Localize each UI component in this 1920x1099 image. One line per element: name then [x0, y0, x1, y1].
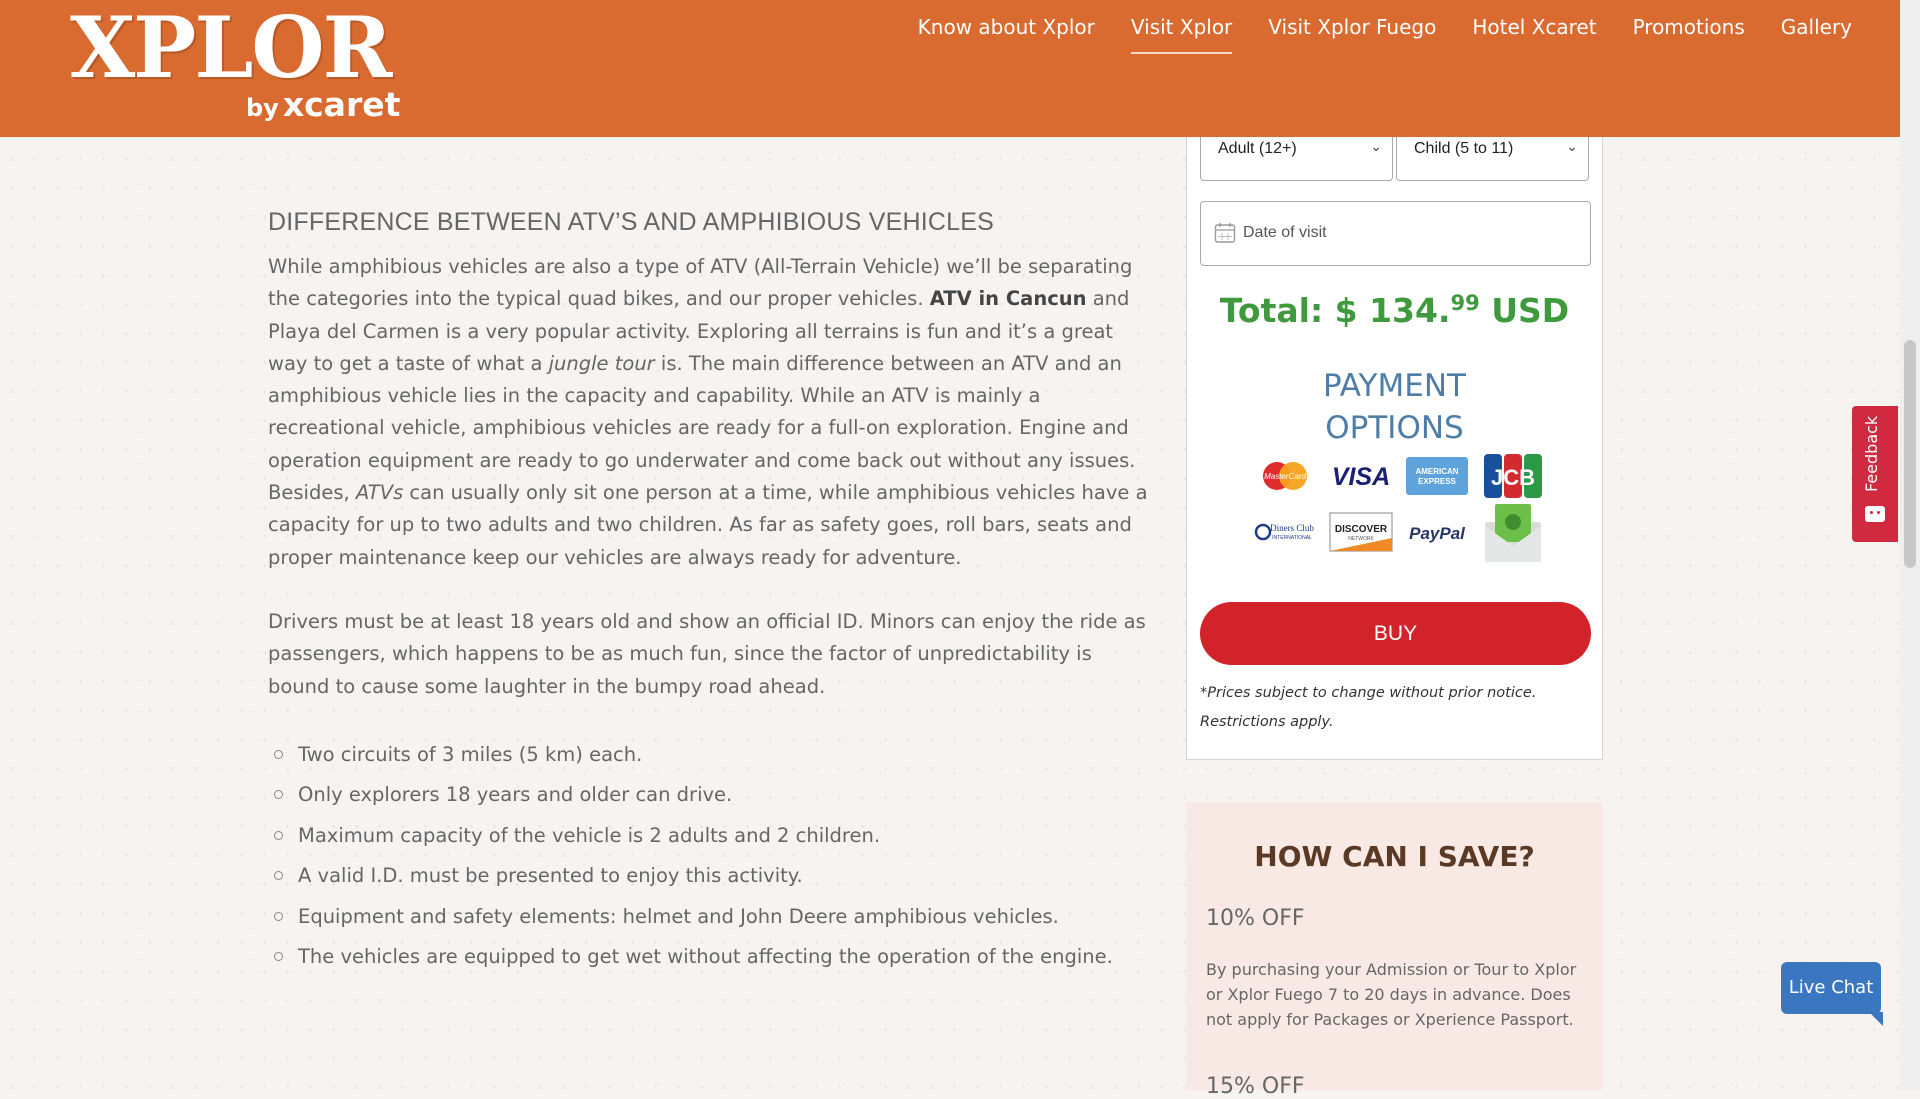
amex-text-2: EXPRESS: [1418, 477, 1456, 486]
nav-visit-xplor-fuego[interactable]: Visit Xplor Fuego: [1268, 15, 1437, 39]
visa-icon: [1329, 454, 1393, 498]
buy-button[interactable]: BUY: [1200, 602, 1591, 665]
atvs-text: ATVs: [355, 481, 404, 505]
article-content: [268, 200, 1158, 978]
nav-visit-xplor[interactable]: Visit Xplor: [1113, 0, 1250, 54]
diners-text-1: Diners Club: [1270, 523, 1314, 533]
cash-envelope-icon: [1481, 500, 1545, 566]
total-price: [1187, 291, 1602, 330]
child-select[interactable]: [1396, 131, 1589, 181]
paypal-icon: [1405, 510, 1469, 554]
payment-options-title: [1187, 365, 1602, 449]
feature-item: Only explorers 18 years and older can drive.: [274, 775, 1158, 816]
adult-select[interactable]: [1200, 131, 1393, 181]
live-chat-button[interactable]: Live Chat: [1781, 962, 1881, 1014]
section-title: DIFFERENCE BETWEEN ATV’S AND AMPHIBIOUS VEHICLES: [268, 208, 994, 236]
price-disclaimer: *Prices subject to change without prior notice. Restrictions apply.: [1200, 685, 1537, 730]
logo-brand-text: xcaret: [282, 85, 401, 124]
para1-text-3: is. The main difference between an ATV and an amphibious vehicle lies in the capacity and capability. While an ATV is mainly a recreational vehicle, amphibious vehicles are ready for a full-on exploration. Engine and operation equipment are ready to go underwater and come back out without any issues. Besides,: [268, 351, 1136, 505]
jcb-icon: [1481, 452, 1545, 500]
nav-promotions[interactable]: Promotions: [1632, 15, 1745, 39]
diners-club-icon: [1253, 510, 1317, 554]
diners-text-2: INTERNATIONAL: [1272, 535, 1312, 541]
feature-item: Equipment and safety elements: helmet and John Deere amphibious vehicles.: [274, 897, 1158, 938]
features-list: [274, 735, 1158, 978]
para1-text-1: While amphibious vehicles are also a type of ATV (All-Terrain Vehicle) we’ll be separating the categories into the typical quad bikes, and our proper vehicles.: [268, 255, 1133, 311]
total-label: Total: $ 134.: [1219, 291, 1451, 330]
nav-hotel-xcaret[interactable]: Hotel Xcaret: [1472, 15, 1597, 39]
article-paragraph-1: [268, 251, 1158, 574]
xplor-logo[interactable]: [70, 0, 401, 126]
adult-select-value: Adult (12+): [1218, 140, 1297, 157]
discover-text: DISCOVER: [1334, 524, 1388, 535]
feature-item: The vehicles are equipped to get wet without affecting the operation of the engine.: [274, 937, 1158, 978]
feature-item: Maximum capacity of the vehicle is 2 adults and 2 children.: [274, 816, 1158, 857]
scrollbar-thumb[interactable]: [1904, 340, 1916, 568]
nav-know-about-xplor[interactable]: Know about Xplor: [917, 15, 1095, 39]
article-paragraph-2: Drivers must be at least 18 years old and show an official ID. Minors can enjoy the ride as passengers, which happens to be as much fun, since the factor of unpredictability is bound to cause some laughter in the bumpy road ahead.: [268, 609, 1146, 698]
jungle-tour-text: jungle tour: [548, 351, 655, 375]
date-placeholder: Date of visit: [1243, 224, 1327, 241]
logo-by-text: by: [246, 94, 279, 122]
amex-text-1: AMERICAN: [1415, 467, 1459, 476]
para1-text-2: and Playa del Carmen is a very popular activity. Exploring all terrains is fun and it’s a great way to get a taste of what a: [268, 287, 1130, 375]
nav-gallery[interactable]: Gallery: [1780, 15, 1852, 39]
visa-text: VISA: [1331, 463, 1391, 491]
booking-widget: [1186, 120, 1603, 760]
chevron-down-icon: ⌄: [1370, 138, 1382, 154]
site-header: [0, 0, 1900, 137]
savings-title: HOW CAN I SAVE?: [1254, 840, 1535, 873]
chevron-down-icon: ⌄: [1566, 138, 1578, 154]
feature-item: Two circuits of 3 miles (5 km) each.: [274, 735, 1158, 776]
amex-icon: [1405, 454, 1469, 498]
logo-byline: [246, 85, 401, 124]
feedback-label: Feedback: [1862, 415, 1881, 492]
payment-title-line2: OPTIONS: [1325, 410, 1464, 446]
main-nav: [900, 0, 1870, 54]
feedback-tab[interactable]: [1852, 406, 1898, 542]
child-select-value: Child (5 to 11): [1414, 140, 1514, 157]
jcb-text: JCB: [1490, 465, 1536, 490]
savings-box: [1186, 802, 1603, 1099]
offer-10-text: By purchasing your Admission or Tour to Xplor or Xplor Fuego 7 to 20 days in advance. Does not apply for Packages or Xperience Passport.: [1206, 960, 1577, 1029]
logo-wordmark: XPLOR: [70, 0, 391, 97]
offer-15-title: 15% OFF: [1206, 1074, 1305, 1099]
payment-title-line1: PAYMENT: [1323, 368, 1466, 404]
date-of-visit-field[interactable]: [1200, 201, 1591, 266]
paypal-text: PayPal: [1409, 524, 1465, 543]
total-currency: USD: [1479, 291, 1570, 330]
discover-icon: [1329, 510, 1393, 554]
mastercard-text: MasterCard: [1264, 472, 1306, 481]
discover-sub-text: NETWORK: [1348, 536, 1374, 542]
total-cents: 99: [1450, 291, 1480, 315]
calendar-icon: [1214, 222, 1236, 244]
page-scrollbar[interactable]: [1900, 0, 1920, 1090]
atv-cancun-link[interactable]: ATV in Cancun: [929, 287, 1087, 311]
feature-item: A valid I.D. must be presented to enjoy this activity.: [274, 856, 1158, 897]
offer-10-title: 10% OFF: [1206, 906, 1305, 931]
feedback-face-icon: [1865, 506, 1885, 522]
mastercard-icon: [1253, 454, 1317, 498]
para1-text-4: can usually only sit one person at a time, while amphibious vehicles have a capacity for up to two adults and two children. As far as safety goes, roll bars, seats and proper maintenance keep our vehicles are always ready for adventure.: [268, 481, 1148, 569]
